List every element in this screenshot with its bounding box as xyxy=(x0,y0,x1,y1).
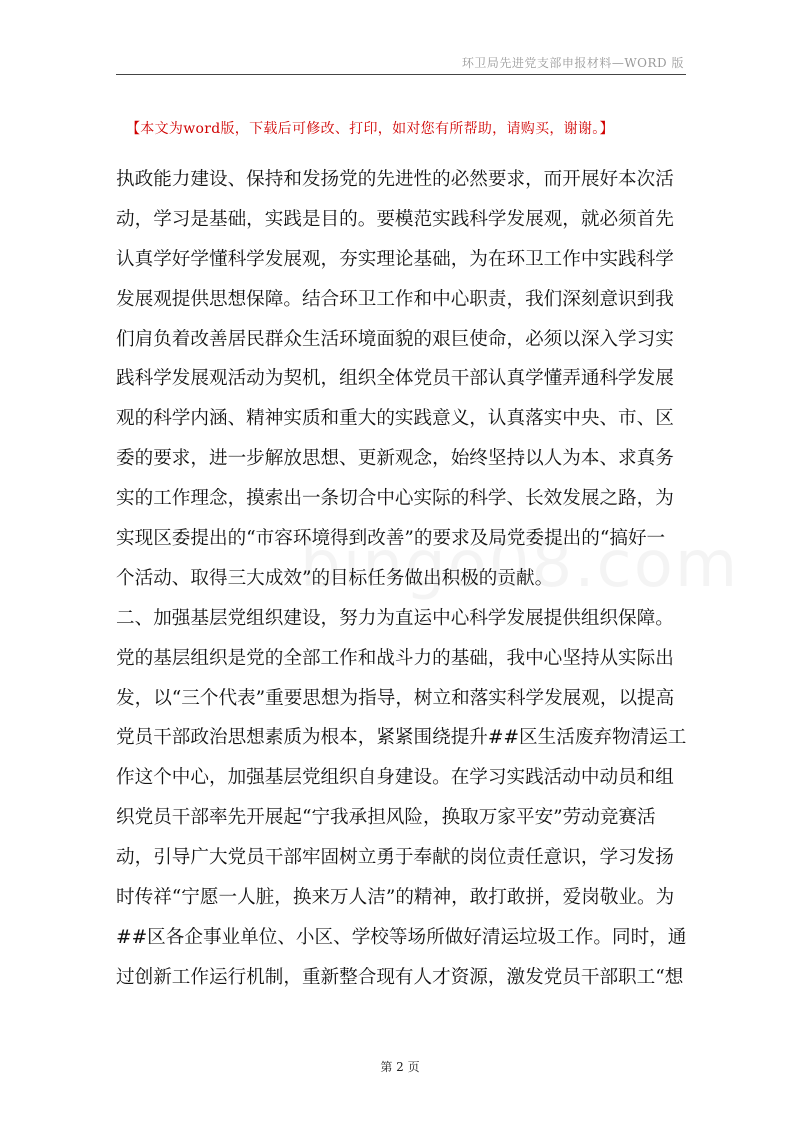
body-line: 观的科学内涵、精神实质和重大的实践意义，认真落实中央、市、区 xyxy=(116,408,674,430)
body-line: 实现区委提出的“市容环境得到改善”的要求及局党委提出的“搞好一 xyxy=(116,528,666,550)
download-notice: 【本文为word版，下载后可修改、打印，如对您有所帮助，请购买，谢谢。】 xyxy=(126,121,614,137)
body-line: 践科学发展观活动为契机，组织全体党员干部认真学懂弄通科学发展 xyxy=(116,368,674,390)
body-line: 党员干部政治思想素质为根本，紧紧围绕提升##区生活废弃物清运工 xyxy=(116,727,686,749)
body-line: 个活动、取得三大成效”的目标任务做出积极的贡献。 xyxy=(116,567,554,589)
body-line: 执政能力建设、保持和发扬党的先进性的必然要求，而开展好本次活 xyxy=(116,169,674,190)
page-number: 第 2 页 xyxy=(380,1060,420,1074)
body-line: 发展观提供思想保障。结合环卫工作和中心职责，我们深刻意识到我 xyxy=(116,288,674,310)
body-line: 时传祥“宁愿一人脏，换来万人洁”的精神，敢打敢拼，爱岗敬业。为 xyxy=(116,887,675,909)
page-header-title: 环卫局先进党支部申报材料—WORD 版 xyxy=(461,56,684,70)
body-line: 动，学习是基础，实践是目的。要模范实践科学发展观，就必须首先 xyxy=(116,208,674,230)
header-divider xyxy=(116,74,686,75)
body-line: 委的要求，进一步解放思想、更新观念，始终坚持以人为本、求真务 xyxy=(116,448,674,470)
body-line: 党的基层组织是党的全部工作和战斗力的基础，我中心坚持从实际出 xyxy=(116,647,674,669)
body-line: 们肩负着改善居民群众生活环境面貌的艰巨使命，必须以深入学习实 xyxy=(116,328,674,350)
section-heading: 二、加强基层党组织建设，努力为直运中心科学发展提供组织保障。 xyxy=(116,607,674,629)
body-line: 作这个中心，加强基层党组织自身建设。在学习实践活动中动员和组 xyxy=(116,767,674,789)
body-line: ##区各企事业单位、小区、学校等场所做好清运垃圾工作。同时，通 xyxy=(116,926,686,948)
body-line: 发，以“三个代表”重要思想为指导，树立和落实科学发展观，以提高 xyxy=(116,687,675,709)
body-line: 认真学好学懂科学发展观，夯实理论基础，为在环卫工作中实践科学 xyxy=(116,248,674,270)
body-line: 动，引导广大党员干部牢固树立勇于奉献的岗位责任意识，学习发扬 xyxy=(116,847,674,869)
body-line: 过创新工作运行机制，重新整合现有人才资源，激发党员干部职工“想 xyxy=(116,966,684,988)
document-body xyxy=(116,160,686,998)
body-line: 实的工作理念，摸索出一条切合中心实际的科学、长效发展之路，为 xyxy=(116,488,674,510)
body-line: 织党员干部率先开展起“宁我承担风险，换取万家平安”劳动竞赛活 xyxy=(116,807,656,829)
